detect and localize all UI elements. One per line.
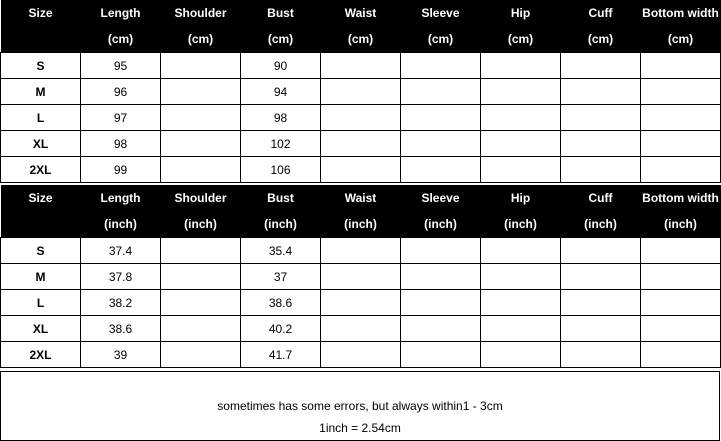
unit-row [1,26,721,53]
table-row [1,264,721,290]
table-row [1,53,721,79]
table-row [1,316,721,342]
length-cell: 38.6 [81,316,161,342]
unit-hip: (inch) [481,211,561,238]
unit-size [1,26,81,53]
length-cell: 37.4 [81,238,161,264]
sleeve-cell [401,316,481,342]
table-row [1,79,721,105]
header-row [1,0,721,26]
bottom-width-cell [641,264,721,290]
table-row [1,238,721,264]
error-tolerance-text: sometimes has some errors, but always within1 - 3cm [217,399,503,413]
bottom-width-cell [641,342,721,368]
header-shoulder: Shoulder [161,185,241,211]
waist-cell [321,105,401,131]
bust-cell: 90 [241,53,321,79]
waist-cell [321,316,401,342]
bust-cell: 37 [241,264,321,290]
unit-size [1,211,81,238]
hip-cell [481,131,561,157]
bottom-width-cell [641,53,721,79]
table-row [1,342,721,368]
header-bust: Bust [241,0,321,26]
header-waist: Waist [321,0,401,26]
size-cell: XL [1,131,81,157]
bust-cell: 106 [241,157,321,183]
size-cell: S [1,53,81,79]
cuff-cell [561,157,641,183]
size-cell: XL [1,316,81,342]
bust-cell: 102 [241,131,321,157]
bust-cell: 41.7 [241,342,321,368]
bottom-width-cell [641,79,721,105]
bottom-width-cell [641,131,721,157]
size-table-cm [0,0,721,183]
sleeve-cell [401,105,481,131]
bottom-width-cell [641,238,721,264]
cuff-cell [561,53,641,79]
header-bottom-width: Bottom width [641,0,721,26]
length-cell: 38.2 [81,290,161,316]
length-cell: 98 [81,131,161,157]
waist-cell [321,342,401,368]
unit-hip: (cm) [481,26,561,53]
cuff-cell [561,264,641,290]
length-cell: 37.8 [81,264,161,290]
header-cuff: Cuff [561,0,641,26]
length-cell: 97 [81,105,161,131]
header-hip: Hip [481,185,561,211]
length-cell: 99 [81,157,161,183]
shoulder-cell [161,79,241,105]
table-row [1,290,721,316]
header-row [1,185,721,211]
bottom-width-cell [641,157,721,183]
cuff-cell [561,105,641,131]
waist-cell [321,264,401,290]
waist-cell [321,79,401,105]
bust-cell: 40.2 [241,316,321,342]
header-shoulder: Shoulder [161,0,241,26]
hip-cell [481,290,561,316]
header-size: Size [1,185,81,211]
hip-cell [481,342,561,368]
size-cell: L [1,290,81,316]
sleeve-cell [401,264,481,290]
unit-shoulder: (inch) [161,211,241,238]
shoulder-cell [161,342,241,368]
bottom-width-cell [641,105,721,131]
unit-bottom-width: (inch) [641,211,721,238]
unit-sleeve: (cm) [401,26,481,53]
waist-cell [321,290,401,316]
table-row [1,157,721,183]
unit-cuff: (cm) [561,26,641,53]
header-sleeve: Sleeve [401,185,481,211]
waist-cell [321,131,401,157]
shoulder-cell [161,290,241,316]
waist-cell [321,157,401,183]
shoulder-cell [161,105,241,131]
sleeve-cell [401,157,481,183]
unit-sleeve: (inch) [401,211,481,238]
header-bottom-width: Bottom width [641,185,721,211]
bottom-width-cell [641,316,721,342]
table-row [1,105,721,131]
measurement-note [0,371,720,441]
hip-cell [481,53,561,79]
bust-cell: 98 [241,105,321,131]
unit-conversion-text: 1inch = 2.54cm [319,421,401,435]
waist-cell [321,238,401,264]
size-cell: L [1,105,81,131]
unit-shoulder: (cm) [161,26,241,53]
waist-cell [321,53,401,79]
sleeve-cell [401,131,481,157]
hip-cell [481,157,561,183]
unit-length: (cm) [81,26,161,53]
cuff-cell [561,238,641,264]
header-bust: Bust [241,185,321,211]
sleeve-cell [401,238,481,264]
table-row [1,131,721,157]
cuff-cell [561,79,641,105]
size-table-inch [0,185,721,368]
header-length: Length [81,0,161,26]
unit-waist: (inch) [321,211,401,238]
length-cell: 95 [81,53,161,79]
hip-cell [481,79,561,105]
bust-cell: 38.6 [241,290,321,316]
cuff-cell [561,316,641,342]
shoulder-cell [161,131,241,157]
header-size: Size [1,0,81,26]
unit-waist: (cm) [321,26,401,53]
unit-length: (inch) [81,211,161,238]
hip-cell [481,238,561,264]
cuff-cell [561,131,641,157]
shoulder-cell [161,157,241,183]
header-hip: Hip [481,0,561,26]
bust-cell: 94 [241,79,321,105]
header-cuff: Cuff [561,185,641,211]
unit-bottom-width: (cm) [641,26,721,53]
header-sleeve: Sleeve [401,0,481,26]
unit-bust: (cm) [241,26,321,53]
header-waist: Waist [321,185,401,211]
cuff-cell [561,290,641,316]
shoulder-cell [161,238,241,264]
sleeve-cell [401,290,481,316]
size-cell: 2XL [1,157,81,183]
hip-cell [481,316,561,342]
unit-row [1,211,721,238]
unit-cuff: (inch) [561,211,641,238]
shoulder-cell [161,264,241,290]
length-cell: 39 [81,342,161,368]
length-cell: 96 [81,79,161,105]
sleeve-cell [401,53,481,79]
sleeve-cell [401,342,481,368]
shoulder-cell [161,316,241,342]
size-cell: M [1,264,81,290]
size-cell: M [1,79,81,105]
size-cell: 2XL [1,342,81,368]
shoulder-cell [161,53,241,79]
hip-cell [481,105,561,131]
size-cell: S [1,238,81,264]
bust-cell: 35.4 [241,238,321,264]
header-length: Length [81,185,161,211]
sleeve-cell [401,79,481,105]
cuff-cell [561,342,641,368]
bottom-width-cell [641,290,721,316]
hip-cell [481,264,561,290]
unit-bust: (inch) [241,211,321,238]
